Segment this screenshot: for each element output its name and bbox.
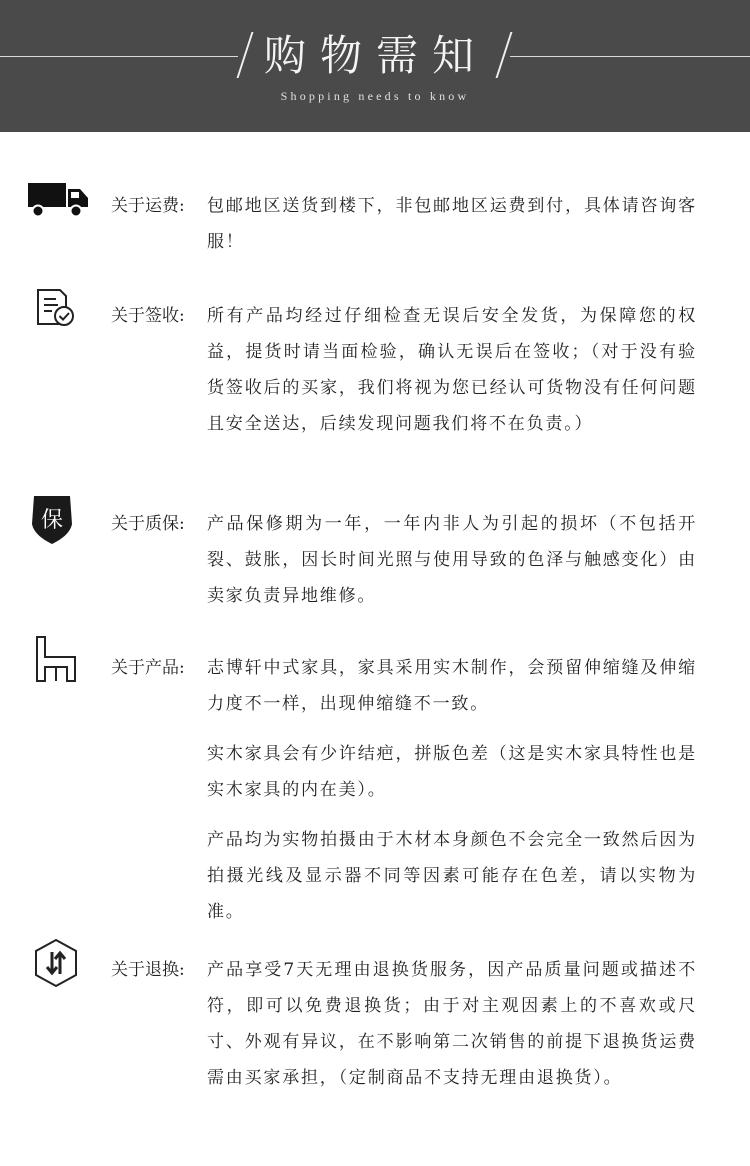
paragraph: 实木家具会有少许结疤，拼版色差（这是实木家具特性也是实木家具的内在美）。	[207, 744, 697, 800]
exchange-arrows-icon	[33, 938, 79, 992]
header-banner	[0, 0, 750, 132]
paragraph: 所有产品均经过仔细检查无误后安全发货，为保障您的权益，提货时请当面检验，确认无误后在签收；（对于没有验货签收后的买家，我们将视为您已经认可货物没有任何问题且安全送达，后续发现问题我们将不在负责。）	[207, 306, 697, 434]
paragraph: 产品保修期为一年，一年内非人为引起的损坏（不包括开裂、鼓胀，因长时间光照与使用导致的色泽与触感变化）由卖家负责异地维修。	[207, 514, 697, 606]
paragraph: 包邮地区送货到楼下，非包邮地区运费到付，具体请咨询客服！	[207, 196, 697, 252]
section-text-signoff	[207, 298, 697, 442]
paragraph: 产品均为实物拍摄由于木材本身颜色不会完全一致然后因为拍摄光线及显示器不同等因素可能存在色差，请以实物为准。	[207, 830, 697, 922]
header-slash-right	[496, 32, 513, 78]
page-subtitle: Shopping needs to know	[280, 89, 470, 103]
section-label-signoff: 关于签收:	[111, 306, 185, 326]
section-text-warranty	[207, 506, 697, 614]
paragraph: 产品享受7天无理由退换货服务，因产品质量问题或描述不符，即可以免费退换货；由于对主观因素上的不喜欢或尺寸、外观有异议，在不影响第二次销售的前提下退换货运费需由买家承担，（定制商品不支持无理由退换货）。	[207, 960, 697, 1088]
section-text-product	[207, 650, 697, 930]
header-rule-left	[0, 56, 238, 57]
chair-icon	[35, 635, 77, 687]
section-text-shipping	[207, 188, 697, 260]
section-text-returns	[207, 952, 697, 1096]
section-label-shipping: 关于运费:	[111, 196, 185, 216]
checklist-icon	[36, 288, 76, 332]
paragraph: 志博轩中式家具，家具采用实木制作，会预留伸缩缝及伸缩力度不一样，出现伸缩缝不一致。	[207, 658, 697, 714]
header-rule-right	[510, 56, 750, 57]
truck-icon	[28, 183, 90, 221]
section-label-product: 关于产品:	[111, 658, 185, 678]
warranty-shield-icon	[30, 494, 74, 550]
section-label-returns: 关于退换:	[111, 960, 185, 980]
warranty-icon-text: 保	[40, 508, 64, 533]
section-label-warranty: 关于质保:	[111, 514, 185, 534]
page-title: 购物需知	[263, 31, 488, 80]
header-slash-left	[237, 32, 254, 78]
